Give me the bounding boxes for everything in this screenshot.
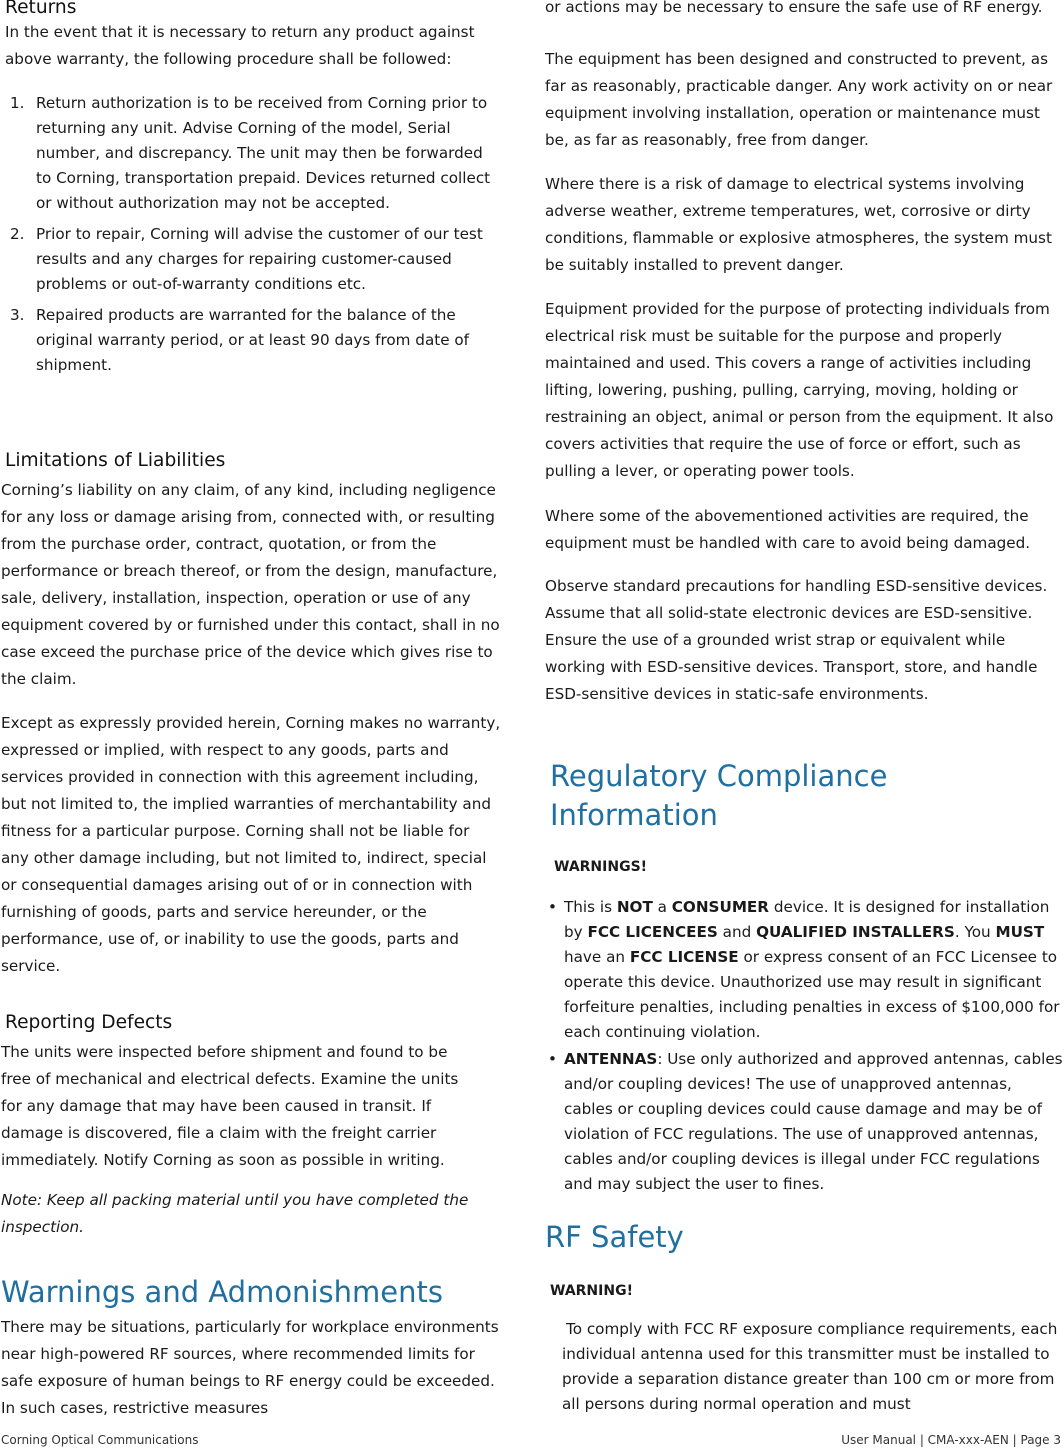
- esd-paragraph: Observe standard precautions for handling ESD-sensitive devices. Assume that all solid-state electronic devices are ESD-sensitive. Ensure the use of a grounded wrist strap or equivalent while working with ESD-sensitive devices. Transport, store, and handle ESD-sensitive devices in static-safe environments.: [545, 577, 1048, 703]
- reporting-note: Note: Keep all packing material until you have completed the inspection.: [1, 1191, 469, 1236]
- list-item: 3. Repaired products are warranted for the balance of the original warranty period, or at least 90 days from date of shipment.: [10, 306, 470, 374]
- list-item: 1. Return authorization is to be received from Corning prior to returning any unit. Advise Corning of the model, Serial number, and discrepancy. The unit may then be forwarded to Corning, transportation prepaid. Devices returned collect or without authorization may not be accepted.: [10, 94, 491, 212]
- rf-warning-label: WARNING!: [550, 1283, 633, 1299]
- design-paragraph: The equipment has been designed and constructed to prevent, as far as reasonably, practicable danger. Any work activity on or near equipment involving installation, operation or maintenance must be, as far as reasonably, free from danger.: [545, 50, 1053, 149]
- regulatory-heading: [550, 757, 1050, 835]
- warnings-admonishments-heading: Warnings and Admonishments: [1, 1275, 443, 1309]
- limitations-heading: Limitations of Liabilities: [5, 450, 226, 471]
- handling-paragraph: Where some of the abovementioned activities are required, the equipment must be handled with care to avoid being damaged.: [545, 507, 1031, 552]
- rf-safety-heading: RF Safety: [545, 1220, 684, 1254]
- consumer-warning-item: • This is NOT a CONSUMER device. It is designed for installation by FCC LICENCEES and QUALIFIED INSTALLERS. You MUST have an FCC LICENSE or express consent of an FCC Licensee to operate this device. Unauthorized use may result in significant forfeiture penalties, including penalties in excess of $100,000 for each continuing violation.: [545, 895, 1063, 1045]
- warnings-label: WARNINGS!: [554, 859, 648, 875]
- regulatory-bullets: [545, 895, 1063, 1197]
- footer-left: Corning Optical Communications: [1, 1433, 199, 1447]
- reporting-paragraph: The units were inspected before shipment and found to be free of mechanical and electrical defects. Examine the units for any damage that may have been caused in transit. If damage is discovered, file a claim with the freight carrier immediately. Notify Corning as soon as possible in writing.: [1, 1043, 459, 1169]
- regulatory-heading-line-2: Information: [550, 798, 718, 832]
- list-item: 2. Prior to repair, Corning will advise the customer of our test results and any charges for repairing customer-caused problems or out-of-warranty conditions etc.: [10, 225, 483, 293]
- rf-safety-paragraph: To comply with FCC RF exposure compliance requirements, each individual antenna used for this transmitter must be installed to provide a separation distance greater than 100 cm or more from all persons during normal operation and must: [562, 1320, 1058, 1413]
- rf-energy-continuation: or actions may be necessary to ensure the safe use of RF energy.: [545, 0, 1043, 16]
- protective-equipment-paragraph: Equipment provided for the purpose of protecting individuals from electrical risk must be suitable for the purpose and properly maintained and used. This covers a range of activities including lifting, lowering, pushing, pulling, carrying, moving, holding or restraining an object, animal or person from the equipment. It also covers activities that require the use of force or effort, such as pulling a lever, or operating power tools.: [545, 300, 1054, 480]
- returns-heading: Returns: [5, 0, 77, 18]
- warnings-admonishments-paragraph: There may be situations, particularly for workplace environments near high-powered RF sources, where recommended limits for safe exposure of human beings to RF energy could be exceeded. In such cases, restrictive measures: [1, 1318, 499, 1417]
- returns-list: [5, 91, 500, 378]
- regulatory-heading-line-1: Regulatory Compliance: [550, 759, 888, 793]
- footer-right: User Manual | CMA-xxx-AEN | Page 3: [841, 1433, 1061, 1447]
- electrical-risk-paragraph: Where there is a risk of damage to electrical systems involving adverse weather, extreme temperatures, wet, corrosive or dirty conditions, flammable or explosive atmospheres, the system must be suitably installed to prevent danger.: [545, 175, 1052, 274]
- limitations-paragraph-2: Except as expressly provided herein, Corning makes no warranty, expressed or implied, with respect to any goods, parts and services provided in connection with this agreement including, but not limited to, the implied warranties of merchantability and fitness for a particular purpose. Corning shall not be liable for any other damage including, but not limited to, indirect, special or consequential damages arising out of or in connection with furnishing of goods, parts and service hereunder, or the performance, use of, or inability to use the goods, parts and service.: [1, 714, 501, 975]
- antennas-warning-item: • ANTENNAS: Use only authorized and approved antennas, cables and/or coupling devices! The use of unapproved antennas, cables or coupling devices could cause damage and may be of violation of FCC regulations. The use of unapproved antennas, cables and/or coupling devices is illegal under FCC regulations and may subject the user to fines.: [545, 1047, 1063, 1197]
- reporting-heading: Reporting Defects: [5, 1012, 173, 1033]
- limitations-paragraph-1: Corning’s liability on any claim, of any kind, including negligence for any loss or damage arising from, connected with, or resulting from the purchase order, contract, quotation, or from the performance or breach thereof, or from the design, manufacture, sale, delivery, installation, inspection, operation or use of any equipment covered by or furnished under this contact, shall in no case exceed the purchase price of the device which gives rise to the claim.: [1, 481, 500, 688]
- returns-intro: In the event that it is necessary to return any product against above warranty, the following procedure shall be followed:: [5, 23, 475, 68]
